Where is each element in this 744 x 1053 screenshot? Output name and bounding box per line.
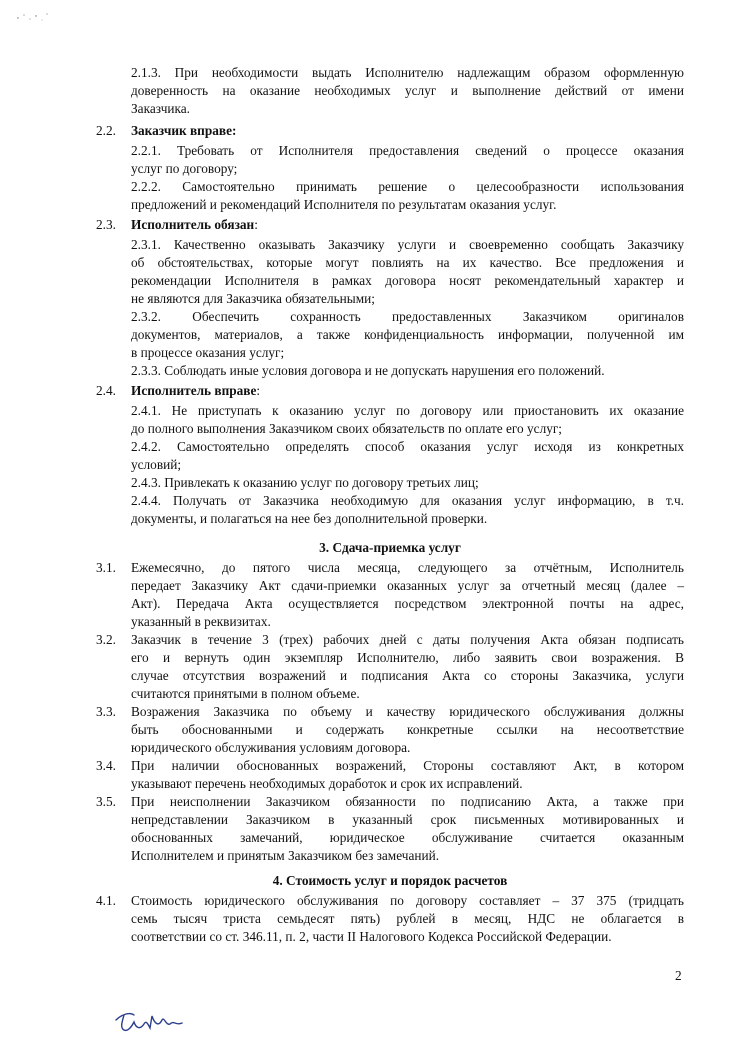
text-line: указывают перечень необходимых доработок и срок их исправлений. [131, 776, 523, 791]
text-line: условий; [131, 457, 182, 472]
text-line: рекомендации Исполнителя в рамках договора носят рекомендательный характер и [131, 273, 684, 288]
clause-title: Исполнитель обязан [131, 217, 255, 232]
text-line: Акт). Передача Акта осуществляется посредством электронной почты на адрес, [131, 596, 684, 611]
text-line: Заказчик в течение 3 (трех) рабочих дней с даты получения Акта обязан подписать [131, 632, 684, 647]
clause-number: 2.4. [96, 383, 116, 398]
text-line: Исполнителем и принятым Заказчиком без замечаний. [131, 848, 440, 863]
text-line: доверенность на оказание необходимых услуг и выполнение действий от имени [131, 83, 684, 98]
text-line: 2.3.1. Качественно оказывать Заказчику услуги и своевременно сообщать Заказчику [131, 237, 684, 252]
text-line: 2.4.4. Получать от Заказчика необходимую для оказания услуг информацию, в т.ч. [131, 493, 684, 508]
text-line: документов, материалов, а также конфиденциальность информации, полученной им [131, 327, 684, 342]
text-line: 2.3.3. Соблюдать иные условия договора и не допускать нарушения его положений. [131, 363, 605, 378]
text-line: непредставлении Заказчиком в указанный срок письменных мотивированных и [131, 812, 684, 827]
text-line: в процессе оказания услуг; [131, 345, 285, 360]
clause-number: 3.3. [96, 704, 116, 719]
text-line: 2.4.1. Не приступать к оказанию услуг по договору или приостановить их оказание [131, 403, 684, 418]
text-line: семь тысяч триста семьдесят пять) рублей в месяц, НДС не облагается в [131, 911, 684, 926]
page-number: 2 [675, 968, 682, 983]
clause-number: 4.1. [96, 893, 116, 908]
text-line: юридического обслуживания условиям договора. [131, 740, 411, 755]
text-line: указанный в реквизитах. [131, 614, 271, 629]
text-line: Заказчика. [131, 101, 190, 116]
section-title: 3. Сдача-приемка услуг [319, 540, 461, 555]
clause-title: Исполнитель вправе [131, 383, 257, 398]
text-line: Стоимость юридического обслуживания по договору составляет – 37 375 (тридцать [131, 893, 684, 908]
text-line: предложений и рекомендаций Исполнителя по результатам оказания услуг. [131, 197, 557, 212]
text-line: об обстоятельствах, которые могут повлиять на их качество. Все предложения и [131, 255, 684, 270]
text-line: его и вернуть один экземпляр Исполнителю, либо заявить свои возражения. В [131, 650, 684, 665]
section-title: 4. Стоимость услуг и порядок расчетов [272, 873, 508, 888]
clause-number: 3.4. [96, 758, 116, 773]
clause-number: 3.5. [96, 794, 116, 809]
text-line: При неисполнении Заказчиком обязанности по подписанию Акта, а также при [131, 794, 684, 809]
text-line: не являются для Заказчика обязательными; [131, 291, 375, 306]
text-line: считаются принятыми в полном объеме. [131, 686, 360, 701]
text-line: случае отсутствия возражений и подписания Акта со стороны Заказчика, услуги [131, 668, 684, 683]
text-line: Ежемесячно, до пятого числа месяца, следующего за отчётным, Исполнитель [131, 560, 684, 575]
clause-number: 3.1. [96, 560, 116, 575]
text-line: соответствии со ст. 346.11, п. 2, части II Налогового Кодекса Российской Федерации. [131, 929, 612, 944]
text-line: до полного выполнения Заказчиком своих обязательств по оплате его услуг; [131, 421, 563, 436]
signature-icon [112, 1006, 192, 1036]
text-line: 2.2.2. Самостоятельно принимать решение о целесообразности использования [131, 179, 684, 194]
text-line: быть обоснованными и содержать конкретные ссылки на несоответствие [131, 722, 684, 737]
text-line: При наличии обоснованных возражений, Стороны составляют Акт, в котором [131, 758, 684, 773]
clause-number: 2.2. [96, 123, 116, 138]
clause-title-colon: : [254, 217, 258, 232]
clause-title: Заказчик вправе: [131, 123, 237, 138]
text-line: 2.1.3. При необходимости выдать Исполнителю надлежащим образом оформленную [131, 65, 684, 80]
clause-number: 3.2. [96, 632, 116, 647]
text-line: документы, и полагаться на нее без дополнительной проверки. [131, 511, 488, 526]
scan-speck-icon [14, 6, 54, 26]
text-line: услуг по договору; [131, 161, 238, 176]
text-line: обоснованных замечаний, юридическое обслуживание считается оказанным [131, 830, 684, 845]
text-line: Возражения Заказчика по объему и качеству юридического обслуживания должны [131, 704, 684, 719]
text-line: 2.4.3. Привлекать к оказанию услуг по договору третьих лиц; [131, 475, 479, 490]
text-line: 2.2.1. Требовать от Исполнителя предоставления сведений о процессе оказания [131, 143, 684, 158]
text-line: 2.3.2. Обеспечить сохранность предоставленных Заказчиком оригиналов [131, 309, 684, 324]
text-line: передает Заказчику Акт сдачи-приемки оказанных услуг за отчетный месяц (далее – [131, 578, 684, 593]
clause-number: 2.3. [96, 217, 116, 232]
text-line: 2.4.2. Самостоятельно определять способ оказания услуг исходя из конкретных [131, 439, 684, 454]
clause-title-colon: : [256, 383, 261, 398]
